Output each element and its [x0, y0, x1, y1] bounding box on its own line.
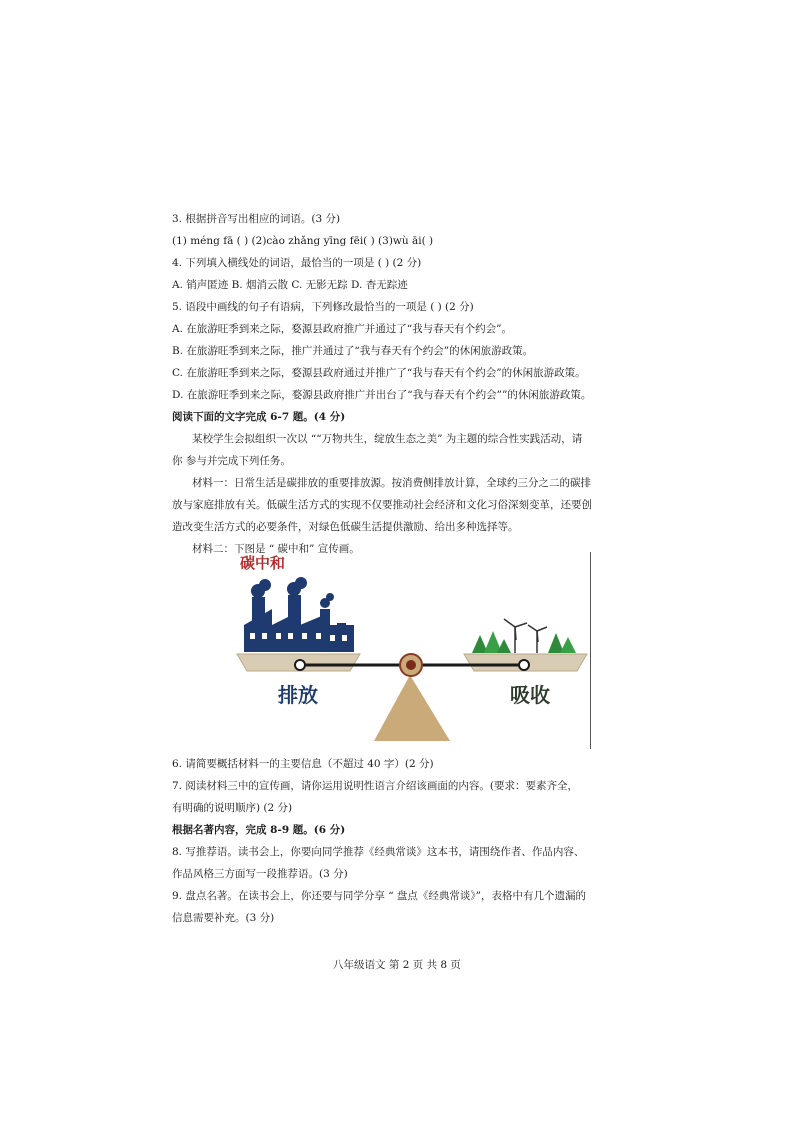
material-1-line-3: 造改变生活方式的必要条件，对绿色低碳生活提供激励、给出多种选择等。 — [172, 521, 519, 533]
reading-heading: 阅读下面的文字完成 6-7 题。(4 分) — [172, 411, 346, 423]
q5-option-d: D. 在旅游旺季到来之际，婺源县政府推广并出台了“我与春天有个约会””的休闲旅游政策。 — [172, 389, 592, 401]
q9-stem-1: 9. 盘点名著。在读书会上，你还要与同学分享 “ 盘点《经典常谈》”，表格中有几个遗漏的 — [172, 890, 587, 902]
forest-turbine-icon — [472, 619, 576, 653]
q3-pinyin-items: (1) méng fā ( ) (2)cào zhǎng yīng fēi( ) (3)wù āi( ) — [172, 235, 434, 247]
intro-line-2: 你 参与并完成下列任务。 — [172, 455, 291, 467]
left-pivot-dot — [295, 660, 305, 670]
label-emission: 排放 — [278, 683, 318, 707]
q5-option-c: C. 在旅游旺季到来之际，婺源县政府通过并推广了“我与春天有个约会”的休闲旅游政策。 — [172, 367, 586, 379]
material-1-line-1: 材料一：日常生活是碳排放的重要排放源。按消费侧排放计算，全球约三分之二的碳排 — [192, 477, 591, 489]
q4-options: A. 销声匿迹 B. 烟消云散 C. 无影无踪 D. 杳无踪迹 — [172, 279, 408, 291]
q7-stem-1: 7. 阅读材料三中的宣传画，请你运用说明性语言介绍该画面的内容。(要求：要素齐全， — [172, 780, 578, 792]
material-2-caption: 材料二：下图是 “ 碳中和” 宣传画。 — [192, 543, 360, 555]
right-pivot-dot — [519, 660, 529, 670]
q9-stem-2: 信息需要补充。(3 分) — [172, 912, 275, 924]
q5-option-a: A. 在旅游旺季到来之际，婺源县政府推广并通过了“我与春天有个约会”。 — [172, 323, 512, 335]
poster-title: 碳中和 — [240, 554, 286, 572]
q7-stem-2: 有明确的说明顺序) (2 分) — [172, 802, 293, 814]
q8-stem-2: 作品风格三方面写一段推荐语。(3 分) — [172, 868, 348, 880]
fulcrum — [374, 675, 450, 741]
q5-option-b: B. 在旅游旺季到来之际，推广并通过了“我与春天有个约会”的休闲旅游政策。 — [172, 345, 534, 357]
classics-heading: 根据名著内容，完成 8-9 题。(6 分) — [172, 824, 346, 836]
label-absorption: 吸收 — [510, 683, 550, 707]
page-footer: 八年级语文 第 2 页 共 8 页 — [333, 959, 461, 971]
factory-icon — [244, 577, 354, 652]
q3-stem: 3. 根据拼音写出相应的词语。(3 分) — [172, 213, 341, 225]
q5-stem: 5. 语段中画线的句子有语病，下列修改最恰当的一项是 ( ) (2 分) — [172, 301, 474, 313]
intro-line-1: 某校学生会拟组织一次以 ““万物共生，绽放生态之美” 为主题的综合性实践活动，请 — [192, 433, 583, 445]
material-1-line-2: 放与家庭排放有关。低碳生活方式的实现不仅要推动社会经济和文化习俗深刻变革，还要创 — [172, 499, 592, 511]
q4-stem: 4. 下列填入横线处的词语，最恰当的一项是 ( ) (2 分) — [172, 257, 422, 269]
carbon-neutral-poster — [232, 553, 592, 748]
q8-stem-1: 8. 写推荐语。读书会上，你要向同学推荐《经典常谈》这本书，请围绕作者、作品内容、 — [172, 846, 585, 858]
q6-stem: 6. 请简要概括材料一的主要信息（不超过 40 字）(2 分) — [172, 758, 434, 770]
